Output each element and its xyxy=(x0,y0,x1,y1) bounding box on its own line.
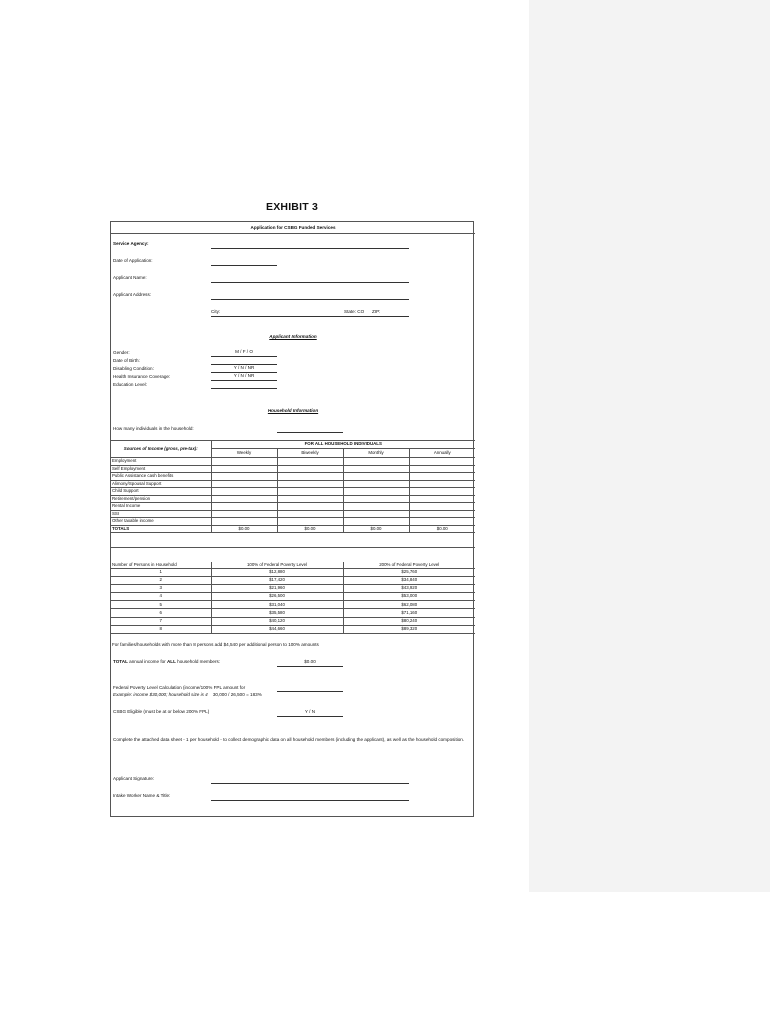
income-cell[interactable] xyxy=(343,488,409,496)
income-cell[interactable] xyxy=(409,465,475,473)
totals-row xyxy=(111,525,475,533)
applicant-info-heading: Applicant Information xyxy=(269,334,317,339)
exhibit-title: EXHIBIT 3 xyxy=(266,201,318,213)
education-line[interactable] xyxy=(211,388,277,389)
income-cell[interactable] xyxy=(409,488,475,496)
income-source: Public Assistance cash benefits xyxy=(111,473,211,481)
fpl-calc-line1: Federal Poverty Level Calculation (income/100% FPL amount for xyxy=(113,685,246,690)
total-word: TOTAL xyxy=(113,659,128,664)
table-row xyxy=(111,458,475,466)
poverty-note: For families/households with more than 8 persons add $4,540 per additional person to 100% amounts xyxy=(112,642,319,647)
gender-label: Gender: xyxy=(113,350,130,355)
fpl200-header: 200% of Federal Poverty Level xyxy=(343,562,475,568)
totals-label: TOTALS xyxy=(111,525,211,533)
table-row xyxy=(111,576,475,584)
income-source: Self Employment xyxy=(111,465,211,473)
service-agency-line[interactable] xyxy=(211,248,409,249)
persons-cell: 4 xyxy=(111,593,211,601)
total-biweekly: $0.00 xyxy=(277,525,343,533)
income-cell[interactable] xyxy=(343,465,409,473)
applicant-address-line[interactable] xyxy=(211,299,409,300)
income-cell[interactable] xyxy=(343,495,409,503)
fpl-example-result: 30,000 / 26,500 = 183% xyxy=(212,692,262,697)
education-label: Education Level: xyxy=(113,382,147,387)
applicant-signature-label: Applicant Signature: xyxy=(113,776,155,781)
zip-label: ZIP: xyxy=(372,309,381,314)
table-row xyxy=(111,593,475,601)
service-agency-label: Service Agency: xyxy=(113,241,149,246)
fpl200-cell: $34,840 xyxy=(343,576,475,584)
income-cell[interactable] xyxy=(409,458,475,466)
table-row xyxy=(111,465,475,473)
fpl200-cell: $80,240 xyxy=(343,617,475,625)
total-income-line xyxy=(277,666,343,667)
sources-header: Sources of Income (gross, pre-tax): xyxy=(111,441,211,458)
city-label: City: xyxy=(211,309,221,314)
form-title: Application for CSBG Funded Services xyxy=(250,225,336,230)
income-cell[interactable] xyxy=(409,503,475,511)
income-cell[interactable] xyxy=(409,518,475,526)
title-divider xyxy=(111,233,475,234)
applicant-name-label: Applicant Name: xyxy=(113,275,147,280)
state-label: State: CO xyxy=(344,309,365,314)
date-of-application-label: Date of Application: xyxy=(113,258,153,263)
insurance-line xyxy=(211,380,277,381)
persons-cell: 8 xyxy=(111,625,211,633)
how-many-line[interactable] xyxy=(277,432,343,433)
table-row xyxy=(111,617,475,625)
intake-worker-label: Intake Worker Name & Title: xyxy=(113,793,171,798)
col-biweekly: Biweekly xyxy=(277,449,343,458)
table-row xyxy=(111,503,475,511)
persons-cell: 7 xyxy=(111,617,211,625)
fpl200-cell: $43,920 xyxy=(343,584,475,592)
total-mid: annual income for xyxy=(127,659,167,664)
fpl100-cell: $44,660 xyxy=(211,625,343,633)
poverty-table xyxy=(111,562,475,634)
income-cell[interactable] xyxy=(409,495,475,503)
income-cell[interactable] xyxy=(343,473,409,481)
persons-cell: 6 xyxy=(111,609,211,617)
income-cell[interactable] xyxy=(343,518,409,526)
col-annually: Annually xyxy=(409,449,475,458)
fpl100-cell: $31,040 xyxy=(211,601,343,609)
persons-header: Number of Persons in Household xyxy=(111,562,211,568)
total-end: household members: xyxy=(175,659,221,664)
income-cell[interactable] xyxy=(409,480,475,488)
all-word: ALL xyxy=(166,659,176,664)
income-cell[interactable] xyxy=(211,510,277,518)
household-info-heading: Household Information xyxy=(267,408,319,413)
csbg-eligible-line xyxy=(277,716,343,717)
income-source: Retirement/pension xyxy=(111,495,211,503)
how-many-label: How many individuals in the household: xyxy=(113,426,194,431)
fpl-example-text: Example: income $30,000; household size is 4 xyxy=(113,692,208,697)
fpl100-cell: $12,880 xyxy=(211,568,343,576)
income-source: Child Support xyxy=(111,488,211,496)
total-weekly: $0.00 xyxy=(211,525,277,533)
persons-cell: 5 xyxy=(111,601,211,609)
income-cell[interactable] xyxy=(211,480,277,488)
insurance-label: Health Insurance Coverage: xyxy=(113,374,171,379)
income-cell[interactable] xyxy=(277,473,343,481)
applicant-address-label: Applicant Address: xyxy=(113,292,152,297)
table-row xyxy=(111,609,475,617)
intake-worker-line[interactable] xyxy=(211,800,409,801)
total-monthly: $0.00 xyxy=(343,525,409,533)
fpl100-cell: $35,580 xyxy=(211,609,343,617)
table-row xyxy=(111,601,475,609)
fpl200-cell: $71,160 xyxy=(343,609,475,617)
income-cell[interactable] xyxy=(211,503,277,511)
fpl-calc-line[interactable] xyxy=(277,691,343,692)
income-source: Rental Income xyxy=(111,503,211,511)
income-source: Alimony/Spousal Support xyxy=(111,480,211,488)
table-row xyxy=(111,568,475,576)
date-of-application-line[interactable] xyxy=(211,265,277,266)
gender-line xyxy=(211,356,277,357)
table-row xyxy=(111,488,475,496)
fpl200-cell: $62,080 xyxy=(343,601,475,609)
income-cell[interactable] xyxy=(277,488,343,496)
income-source: Employment xyxy=(111,458,211,466)
table-row xyxy=(111,480,475,488)
fpl200-cell: $89,320 xyxy=(343,625,475,633)
income-cell[interactable] xyxy=(211,473,277,481)
income-cell[interactable] xyxy=(409,510,475,518)
spacer-row xyxy=(111,533,475,548)
fpl200-cell: $25,760 xyxy=(343,568,475,576)
income-cell[interactable] xyxy=(277,480,343,488)
application-form xyxy=(110,221,474,817)
table-row xyxy=(111,495,475,503)
income-cell[interactable] xyxy=(211,465,277,473)
income-source: Other taxable income xyxy=(111,518,211,526)
fpl100-cell: $26,500 xyxy=(211,593,343,601)
disabling-value[interactable]: Y / N / NR xyxy=(233,365,255,370)
persons-cell: 2 xyxy=(111,576,211,584)
income-cell[interactable] xyxy=(277,518,343,526)
fpl-calc-example xyxy=(113,693,262,698)
income-cell[interactable] xyxy=(211,458,277,466)
gender-value[interactable]: M / F / O xyxy=(235,349,253,354)
insurance-value[interactable]: Y / N / NR xyxy=(233,373,255,378)
fpl100-cell: $40,120 xyxy=(211,617,343,625)
income-table xyxy=(111,440,475,548)
instructions-text: Complete the attached data sheet - 1 per household - to collect demographic data on all household members (including the applicant), as well as the household composition. xyxy=(113,737,465,742)
fpl100-cell: $17,420 xyxy=(211,576,343,584)
income-cell[interactable] xyxy=(277,495,343,503)
fpl100-cell: $21,960 xyxy=(211,584,343,592)
income-cell[interactable] xyxy=(343,458,409,466)
income-cell[interactable] xyxy=(343,480,409,488)
table-row xyxy=(111,473,475,481)
income-cell[interactable] xyxy=(409,473,475,481)
applicant-name-line[interactable] xyxy=(211,282,409,283)
disabling-label: Disabling Condition: xyxy=(113,366,154,371)
col-monthly: Monthly xyxy=(343,449,409,458)
spacer-cell xyxy=(111,533,475,548)
income-cell[interactable] xyxy=(211,518,277,526)
table-row xyxy=(111,625,475,633)
city-state-zip-line[interactable] xyxy=(211,316,409,317)
income-cell[interactable] xyxy=(277,465,343,473)
applicant-signature-line[interactable] xyxy=(211,783,409,784)
comment-pane xyxy=(529,0,770,892)
csbg-eligible-label: CSBG Eligible (must be at or below 200% FPL) xyxy=(113,709,210,714)
income-cell[interactable] xyxy=(211,495,277,503)
table-row xyxy=(111,518,475,526)
fpl200-cell: $53,000 xyxy=(343,593,475,601)
persons-cell: 3 xyxy=(111,584,211,592)
dob-label: Date of Birth: xyxy=(113,358,140,363)
csbg-eligible-value[interactable]: Y / N xyxy=(304,709,316,714)
income-cell[interactable] xyxy=(343,503,409,511)
total-annually: $0.00 xyxy=(409,525,475,533)
col-weekly: Weekly xyxy=(211,449,277,458)
fpl100-header: 100% of Federal Poverty Level xyxy=(211,562,343,568)
persons-cell: 1 xyxy=(111,568,211,576)
income-cell[interactable] xyxy=(277,458,343,466)
total-income-value: $0.00 xyxy=(304,659,316,664)
income-cell[interactable] xyxy=(211,488,277,496)
income-source: SSI xyxy=(111,510,211,518)
group-header: FOR ALL HOUSEHOLD INDIVIDUALS xyxy=(211,441,475,449)
income-cell[interactable] xyxy=(277,503,343,511)
income-cell[interactable] xyxy=(343,510,409,518)
total-income-label xyxy=(113,660,220,665)
table-row xyxy=(111,584,475,592)
income-cell[interactable] xyxy=(277,510,343,518)
table-row xyxy=(111,510,475,518)
